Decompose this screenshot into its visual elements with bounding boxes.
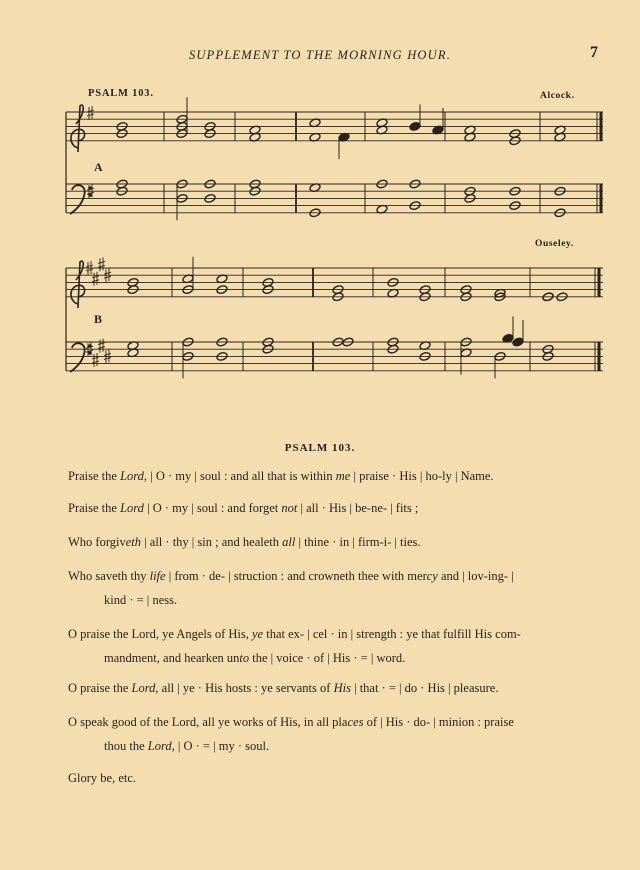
sharp-sign [87,106,94,120]
psalm-verse [68,622,602,670]
running-title: SUPPLEMENT TO THE MORNING HOUR. [188,48,452,62]
sharp-sign [92,272,99,286]
verse-line: Praise the Lord | O · my | soul : and forget not | all · His | be-ne- | fits ; [68,501,419,515]
page-number: 7 [590,44,598,61]
chant-b-letter: B [94,312,103,326]
music-notation [0,0,640,420]
psalm-verse [68,676,602,700]
verse-line: Praise the Lord, | O · my | soul : and all that is within me | praise · His | ho-ly | Name. [68,469,494,483]
verse-continuation: kind · = | ness. [104,593,178,607]
psalm-verse [68,564,602,612]
sharp-sign [98,339,105,353]
verse-line: Glory be, etc. [68,771,137,785]
verse-line: O praise the Lord, ye Angels of His, ye that ex- | cel · in | strength : ye that fulfill His com- [68,627,521,641]
bass-clef [70,185,85,214]
verse-line: O speak good of the Lord, all ye works of His, in all places of | His · do- | minion : praise [68,715,514,729]
sharp-sign [98,257,105,271]
sharp-sign [92,353,99,367]
filled-note [409,121,421,131]
verse-continuation: mandment, and hearken unto the | voice · of | His · = | word. [104,651,406,665]
verse-line: Who forgiveth | all · thy | sin ; and healeth all | thine · in | firm-i- | ties. [68,535,421,549]
psalm-verse [68,710,602,758]
verse-continuation: thou the Lord, | O · = | my · soul. [104,739,270,753]
chant-a-title: PSALM 103. [88,88,154,99]
verse-line: Who saveth thy life | from · de- | struction : and crowneth thee with mercy and | lov-ing- | [68,569,514,583]
psalm-verse [68,530,602,554]
chant-b-composer: Ouseley. [535,239,574,249]
chant-a-letter: A [94,160,103,174]
verse-line: O praise the Lord, all | ye · His hosts : ye servants of His | that · = | do · His | pleasure. [68,681,499,695]
psalm-verse [68,766,602,790]
bass-clef [70,343,85,372]
psalm-verse [68,496,602,520]
psalm-verse [68,464,602,488]
psalm-heading: PSALM 103. [284,442,356,454]
chant-a-composer: Alcock. [540,91,575,101]
filled-note [512,337,524,347]
